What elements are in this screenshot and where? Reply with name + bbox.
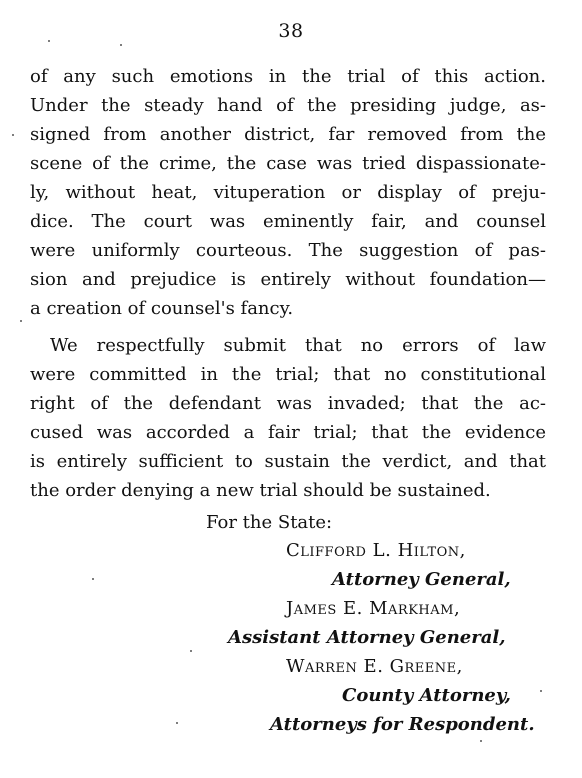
- county-attorney-name: Warren E. Greene,: [286, 656, 463, 677]
- scan-speck: [12, 134, 14, 136]
- text-line: were uniformly courteous. The suggestion of pas-: [30, 240, 546, 261]
- text-line: the order denying a new trial should be sustained.: [30, 480, 491, 501]
- text-line: We respectfully submit that no errors of law: [50, 335, 546, 356]
- text-line: ly, without heat, vituperation or display of preju-: [30, 182, 546, 203]
- text-line: is entirely sufficient to sustain the verdict, and that: [30, 451, 546, 472]
- attorney-general-name: Clifford L. Hilton,: [286, 540, 466, 561]
- text-line: sion and prejudice is entirely without foundation—: [30, 269, 546, 290]
- scan-speck: [48, 40, 50, 42]
- scan-speck: [120, 44, 122, 46]
- scan-speck: [20, 320, 22, 322]
- text-line: signed from another district, far removed from the: [30, 124, 546, 145]
- scan-speck: [480, 740, 482, 742]
- text-line: a creation of counsel's fancy.: [30, 298, 294, 319]
- county-attorney-title: County Attorney,: [342, 685, 511, 706]
- text-line: scene of the crime, the case was tried dispassionate-: [30, 153, 546, 174]
- attorneys-for-respondent: Attorneys for Respondent.: [270, 714, 535, 735]
- text-line: right of the defendant was invaded; that the ac-: [30, 393, 546, 414]
- assistant-attorney-title: Assistant Attorney General,: [228, 627, 506, 648]
- attorney-general-title: Attorney General,: [332, 569, 511, 590]
- text-line: cused was accorded a fair trial; that the evidence: [30, 422, 546, 443]
- page-number: 38: [278, 20, 304, 42]
- text-line: were committed in the trial; that no constitutional: [30, 364, 546, 385]
- text-line: Under the steady hand of the presiding judge, as-: [30, 95, 546, 116]
- scan-speck: [190, 650, 192, 652]
- scan-speck: [540, 690, 542, 692]
- scan-speck: [176, 722, 178, 724]
- text-line: dice. The court was eminently fair, and counsel: [30, 211, 546, 232]
- scan-speck: [92, 578, 94, 580]
- for-the-state-label: For the State:: [206, 512, 333, 533]
- assistant-attorney-name: James E. Markham,: [286, 598, 461, 619]
- text-line: of any such emotions in the trial of this action.: [30, 66, 546, 87]
